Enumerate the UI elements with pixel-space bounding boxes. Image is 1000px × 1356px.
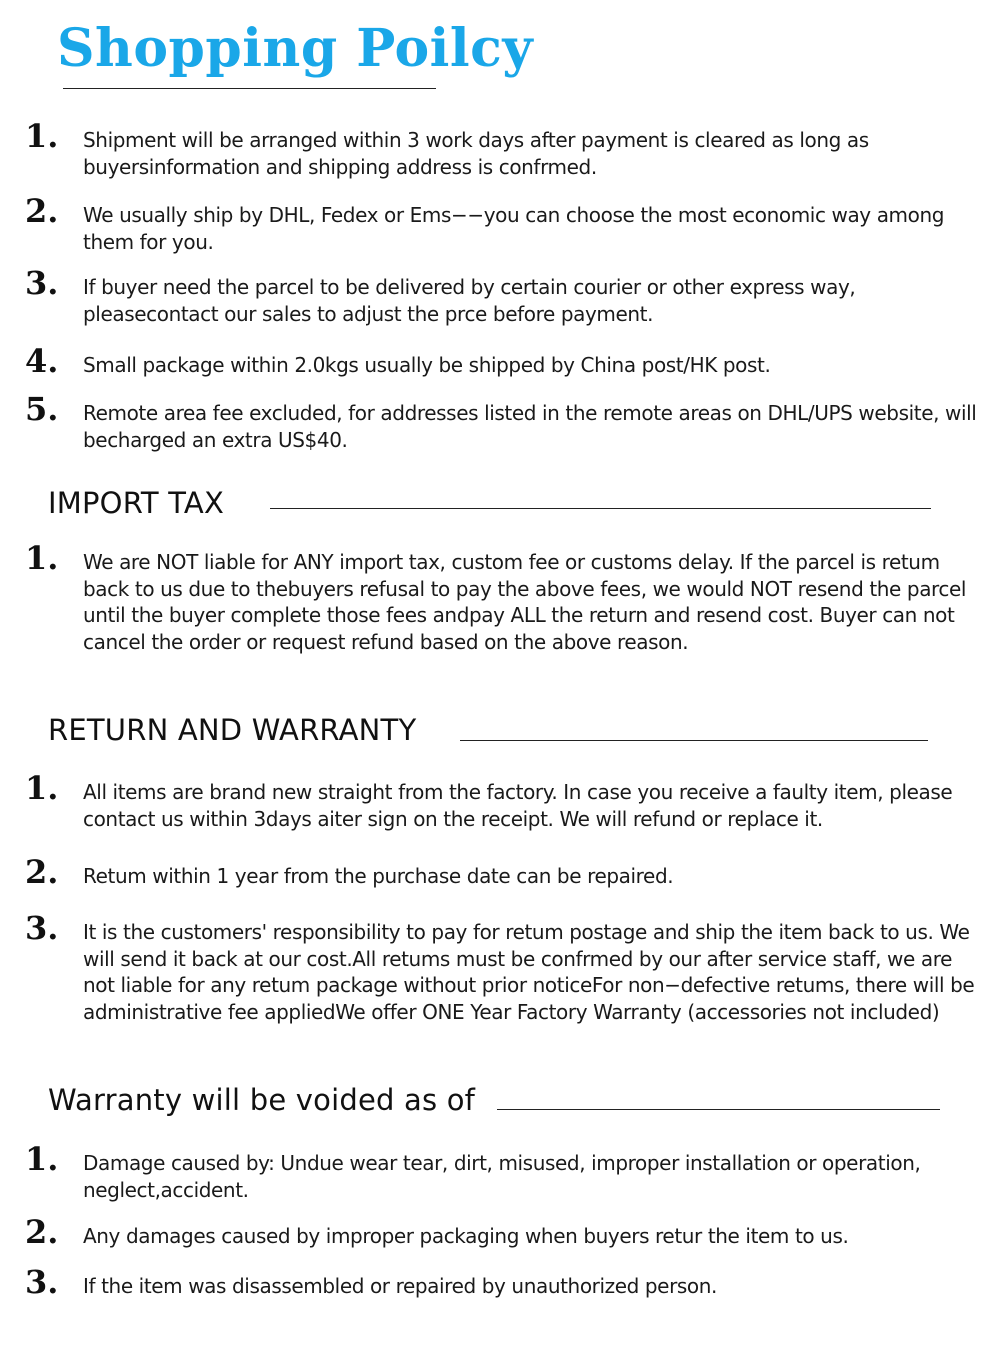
item-number: 2. (25, 1213, 59, 1251)
item-text: If the item was disassembled or repaired by unauthorized person. (83, 1274, 717, 1298)
item-number: 5. (25, 390, 59, 428)
item-number: 1. (25, 539, 59, 577)
item-text: All items are brand new straight from the factory. In case you receive a faulty item, please contact us within 3days aiter sign on the receipt. We will refund or replace it. (83, 780, 953, 831)
heading-rule (497, 1109, 940, 1110)
item-text: Shipment will be arranged within 3 work days after payment is cleared as long as buyersinformation and shipping address is confrmed. (83, 128, 869, 179)
item-text: If buyer need the parcel to be delivered by certain courier or other express way, pleasecontact our sales to adjust the prce before payment. (83, 275, 856, 326)
item-text: Retum within 1 year from the purchase date can be repaired. (83, 864, 674, 888)
item-text: We usually ship by DHL, Fedex or Ems−−you can choose the most economic way among them for you. (83, 203, 945, 254)
item-number: 3. (25, 1263, 59, 1301)
item-text: Any damages caused by improper packaging when buyers retur the item to us. (83, 1224, 849, 1248)
item-number: 1. (25, 117, 59, 155)
item-text: Small package within 2.0kgs usually be shipped by China post/HK post. (83, 353, 771, 377)
item-number: 3. (25, 264, 59, 302)
page-title: Shopping Poilcy (57, 18, 534, 79)
title-underline (63, 88, 436, 89)
item-number: 2. (25, 192, 59, 230)
section-heading-text: Warranty will be voided as of (48, 1083, 476, 1117)
heading-rule (270, 508, 931, 509)
item-text: We are NOT liable for ANY import tax, custom fee or customs delay. If the parcel is retum back to us due to thebuyers refusal to pay the above fees, we would NOT resend the parcel until the buyer complete those fees andpay ALL the return and resend cost. Buyer can not cancel the order or request refund based on the above reason. (83, 550, 967, 654)
item-number: 1. (25, 1140, 59, 1178)
section-heading-text: RETURN AND WARRANTY (48, 713, 417, 747)
item-text: It is the customers' responsibility to pay for retum postage and ship the item back to us. We will send it back at our cost.All retums must be confrmed by our after service staff, we are not liable for any retum package without prior noticeFor non−defective retums, there will be administrative fee appliedWe offer ONE Year Factory Warranty (accessories not included) (83, 920, 975, 1024)
item-text: Damage caused by: Undue wear tear, dirt, misused, improper installation or operation, neglect,accident. (83, 1151, 921, 1202)
item-text: Remote area fee excluded, for addresses listed in the remote areas on DHL/UPS website, will becharged an extra US$40. (83, 401, 977, 452)
item-number: 3. (25, 909, 59, 947)
item-number: 4. (25, 342, 59, 380)
section-heading-text: IMPORT TAX (48, 486, 225, 520)
item-number: 2. (25, 853, 59, 891)
heading-rule (460, 740, 928, 741)
item-number: 1. (25, 769, 59, 807)
